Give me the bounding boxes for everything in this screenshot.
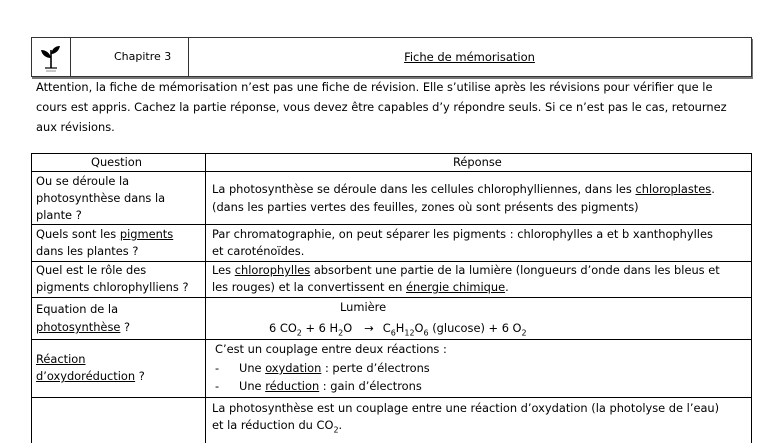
arrow-icon: → <box>364 321 374 335</box>
light-label: Lumière <box>340 300 387 314</box>
answer-line: Par chromatographie, on peut séparer les pigments : chlorophylles a et b xanthophylles <box>212 227 713 241</box>
answer-line: C’est un couplage entre deux réactions : <box>215 342 447 356</box>
bullet-dash: - <box>215 379 220 393</box>
bullet-dash: - <box>215 361 220 375</box>
question-line: pigments chlorophylliens ? <box>36 280 189 294</box>
logo-cell <box>32 38 71 76</box>
question-line: Quel est le rôle des <box>36 263 147 277</box>
intro-line-2: cours est appris. Cachez la partie réponse, vous devez être capables d’y répondre seuls. Si ce n’est pas le cas, retournez <box>36 100 727 114</box>
chapter-cell <box>70 38 189 76</box>
intro-line-1: Attention, la fiche de mémorisation n’est pas une fiche de révision. Elle s’utilise après les révisions pour vérifier que le <box>36 80 713 94</box>
question-line: photosynthèse ? <box>36 320 131 334</box>
answer-bullet: Une réduction : gain d’électrons <box>239 379 422 393</box>
answer-line: et caroténoïdes. <box>212 244 305 258</box>
chapter-label: Chapitre 3 <box>114 50 172 63</box>
photosynthesis-equation: 6 $CO_2 + 6$ $H_2O \to C_6H_{12}O_6$ (glucose) + 6 $O_2$ <box>269 321 527 338</box>
answer-line: La photosynthèse se déroule dans les cellules chlorophylliennes, dans les chloroplastes. <box>212 182 715 196</box>
answer-line: La photosynthèse est un couplage entre une réaction d’oxydation (la photolyse de l’eau) <box>212 401 720 415</box>
title-cell <box>188 38 751 76</box>
question-line: plante ? <box>36 208 82 222</box>
chapter-header <box>31 37 752 77</box>
question-line: d’oxydoréduction ? <box>36 369 145 383</box>
answer-bullet: Une oxydation : perte d’électrons <box>239 361 430 375</box>
question-line: Equation de la <box>36 302 119 316</box>
answer-line: (dans les parties vertes des feuilles, zones où sont présents des pigments) <box>212 200 639 214</box>
answer-line: et la réduction du $CO_2$. <box>212 418 343 435</box>
column-header-question: Question <box>91 155 142 169</box>
answer-line: les rouges) et la convertissent en énergie chimique. <box>212 280 509 294</box>
question-line: Quels sont les pigments <box>36 227 174 241</box>
seedling-icon <box>32 38 70 76</box>
question-line: photosynthèse dans la <box>36 191 166 205</box>
page-title: Fiche de mémorisation <box>404 50 535 64</box>
column-header-answer: Réponse <box>453 155 502 169</box>
memorization-table <box>31 153 752 443</box>
intro-line-3: aux révisions. <box>36 120 115 134</box>
question-line: Ou se déroule la <box>36 174 130 188</box>
question-line: Réaction <box>36 352 86 366</box>
answer-line: Les chlorophylles absorbent une partie de la lumière (longueurs d’onde dans les bleus et <box>212 263 720 277</box>
question-line: dans les plantes ? <box>36 244 139 258</box>
